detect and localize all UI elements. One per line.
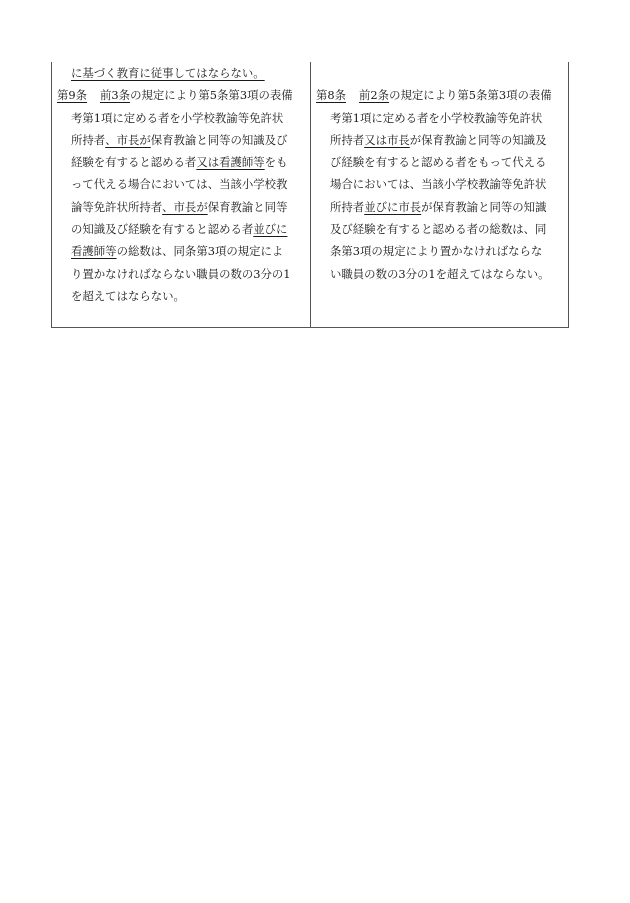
text-segment: 条第3項の規定により置かなければならな <box>330 244 543 259</box>
right-column <box>310 62 568 327</box>
text-segment: 論等免許状所持者 <box>71 199 163 214</box>
right-article-body-line <box>311 218 568 240</box>
text-segment: って代える場合においては、当該小学校教 <box>71 177 288 192</box>
text-segment: り置かなければならない職員の数の3分の1 <box>71 266 291 281</box>
text-segment: 保育教諭と同等 <box>207 199 288 214</box>
text-segment: が保育教諭と同等の知識及 <box>409 132 547 147</box>
right-article-body-line <box>311 263 568 285</box>
text-segment: 所持者 <box>71 132 106 147</box>
left-column <box>52 62 310 327</box>
text-segment: の知識及び経験を有すると認める者 <box>71 222 254 237</box>
underlined-amendment-text: 並びに <box>253 222 288 237</box>
right-article-body-line <box>311 107 568 129</box>
text-segment: 保育教諭と同等の知識及び <box>150 132 288 147</box>
text-segment: 経験を有すると認める者 <box>71 155 197 170</box>
left-article-body-line <box>52 129 310 151</box>
text-segment: を超えてはならない。 <box>71 288 185 303</box>
right-article-body-line <box>311 151 568 173</box>
left-article-body-line <box>52 151 310 173</box>
text-segment: 考第1項に定める者を小学校教諭等免許状 <box>330 110 543 125</box>
underlined-amendment-text: 、市長が <box>105 132 151 147</box>
right-article-body-line <box>311 196 568 218</box>
text-segment: 考第1項に定める者を小学校教諭等免許状 <box>71 110 284 125</box>
left-article-number: 第9条 <box>57 88 88 103</box>
underlined-amendment-text: 前2条 <box>359 88 390 103</box>
right-article-body-line <box>359 88 552 102</box>
underlined-amendment-text: 前3条 <box>100 88 131 103</box>
left-article-body-line <box>52 173 310 195</box>
underlined-amendment-text: 看護師等 <box>71 244 117 259</box>
left-article-body-line <box>52 240 310 262</box>
right-article-body-line <box>311 173 568 195</box>
left-continuation-line: に基づく教育に従事してはならない。 <box>71 66 265 80</box>
underlined-amendment-text: 又は市長 <box>364 132 410 147</box>
text-segment: をも <box>264 155 288 170</box>
text-segment: の規定により第5条第3項の表備 <box>389 88 552 103</box>
comparison-table <box>51 62 569 328</box>
underlined-amendment-text: 、市長が <box>162 199 208 214</box>
right-spacer-line <box>311 62 568 84</box>
text-segment: び経験を有すると認める者をもって代える <box>330 155 547 170</box>
text-segment: 所持者 <box>330 199 365 214</box>
right-article-body-line <box>311 240 568 262</box>
text-segment: 所持者 <box>330 132 365 147</box>
right-article-body-line <box>311 129 568 151</box>
text-segment: い職員の数の3分の1を超えてはならない。 <box>330 266 550 281</box>
underlined-amendment-text: 又は看護師等 <box>196 155 265 170</box>
left-article-body-line <box>52 107 310 129</box>
left-article-body-line <box>52 263 310 285</box>
left-article-body-line <box>52 218 310 240</box>
text-segment: 場合においては、当該小学校教諭等免許状 <box>330 177 547 192</box>
right-article-number: 第8条 <box>316 88 347 103</box>
right-article-heading <box>311 84 568 106</box>
left-article-body-line <box>52 196 310 218</box>
text-segment: の規定により第5条第3項の表備 <box>130 88 293 103</box>
underlined-amendment-text: 並びに市長 <box>364 199 422 214</box>
text-segment: が保育教諭と同等の知識 <box>421 199 547 214</box>
left-article-body-line <box>100 88 293 102</box>
text-segment: の総数は、同条第3項の規定によ <box>116 244 284 259</box>
text-segment: 及び経験を有すると認める者の総数は、同 <box>330 222 547 237</box>
left-article-heading <box>52 84 310 106</box>
left-article-body-line <box>52 285 310 307</box>
